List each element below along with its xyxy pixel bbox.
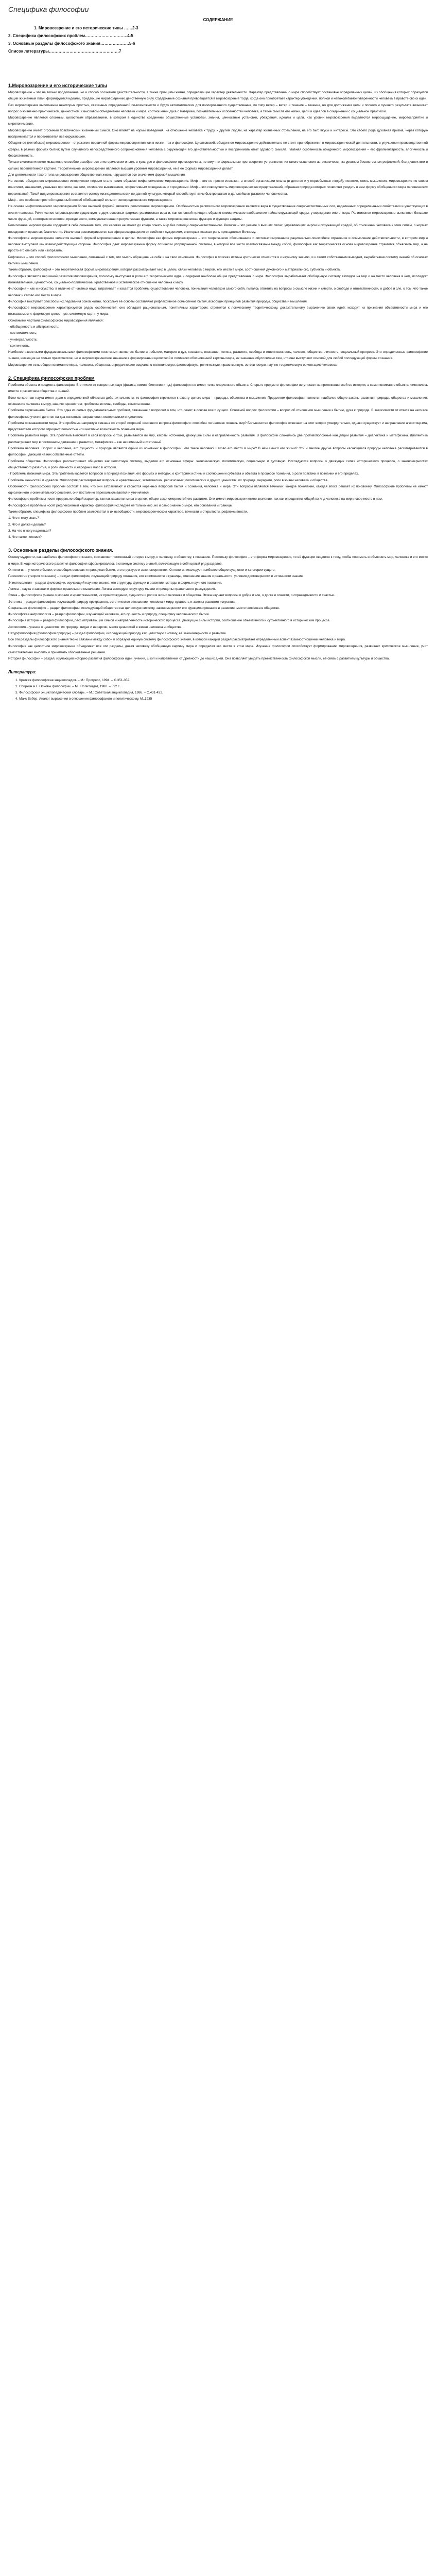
paragraph: Проблема человека. Вопрос о человеке, его сущности и природе является одним из основных в философии. Что такое человек? Каково его место в мире? В чем смысл его жизни? Эти и многие другие вопросы касающиеся природы человека рассматриваются в философии, дающей на них собственные ответы. — [8, 447, 428, 457]
paragraph: 4. Что такое человек? — [8, 535, 42, 539]
paragraph: Только систематическое мышление способно разобраться в историческом опыте, в культуре и философских противоречиях, потому что формальные противоречия устраняются из такого мышления автоматически, за уровнем бессистемных рефлексий, без диалектики в сильно переплетенной картине. Теоретическое мировоззрение является высшим уровнем мировоззрения, не в ее формах мировоззрения делает. — [8, 160, 428, 171]
section-body — [8, 554, 428, 662]
paragraph: Религиозное мировоззрение содержит в себе сознание того, что человек не может до конца понять мир без помощи сверхъестественного. Религия – это учение о высших силах, управляющих миром и окружающей средой, об отношении человека к этим силам, о нормах поведения и правилах благочестия. Иначе она рассматривается как сфера возвращения от свойств к суждениям, в которых главная роль принадлежит Вечному. — [8, 224, 428, 234]
toc-item[interactable]: 2. Специфика философских проблем………………………….4-5 — [8, 33, 133, 38]
paragraph: Если конкретная наука имеет дело с определенной областью действительности, то философия стремится к охвату целого мира – природы, общества и мышления. Предметом философии являются наиболее общие законы развития природы, общества и мышления; отношение человека к миру, знанию, ценностям; проблемы истины, свободы, смысла жизни. — [8, 396, 428, 406]
paragraph: Миф – это особенно простой подлинный способ обобщающей силы от непосредственного мировоззрения. — [8, 198, 172, 202]
paragraph: Мировоззрение имеет огромный практический жизненный смысл. Оно влияет на нормы поведения, на отношение человека к труду, к другим людям, на характер жизненных стремлений, на его быт, вкусы и интересы. Это своего рода духовная призма, через которую воспринимается и переживается все окружающее. — [8, 128, 428, 139]
paragraph: Обыденное (житейское) мировоззрение – отражение первичной формы мировосприятия как в жизни, так и философии. Циолковский: обыденное мировоззрение действительно не стоит принебрежения в мировоззренческой деятельности, в улучшении производственной сферы, в разных формах бытия; путем случайного непосредственного соприкосновения человека с окружающей его действительностью и воспринимать опыт здравого смысла. Главная особенность обыденного мировоззрения – его фрагментарность, алогичность и бессистемность. — [8, 141, 428, 158]
section-heading: 1.Мировоззрение и его исторические типы — [8, 83, 107, 88]
paragraph: Эстетика – раздел философии, изучающий природу прекрасного, эстетическое отношение человека к миру, сущность и законы развития искусства. — [8, 600, 236, 604]
paragraph: Проблема общества. Философия рассматривает общество как целостную систему, выделяя его основные сферы: экономическую, политическую, социальную и духовную. Исследуются вопросы о движущих силах исторического процесса, о закономерностях общественного развития, о роли личности и народных масс в истории. — [8, 459, 428, 469]
section-body — [8, 382, 428, 540]
literature-item: 3. Философский энциклопедический словарь. – М.: Советская энциклопедия, 1986. – С.431-432. — [15, 691, 163, 695]
literature-list — [8, 677, 428, 703]
paragraph: Особенности философских проблем состоят в том, что они затрагивают и касаются коренных вопросов бытия и сознания, человека и мира. Эти вопросы являются вечными: каждое поколение, каждая эпоха решает их по-своему. Философские проблемы не имеют однозначного и окончательного решения, они постоянно переосмысливаются и уточняются. — [8, 484, 428, 495]
paragraph: История философии – раздел, изучающий историю развития философских идей, учений, школ и направлений от древности до наших дней. Она позволяет увидеть преемственность философской мысли, её связь с развитием культуры и общества. — [8, 657, 390, 661]
paragraph: На основе обыденного мировоззрения исторически первым стало таким образом мифологическое мировоззрение. Миф – это не просто иллюзия, а способ организации опыта (в детстве и у первобытных людей), понятие, стиль мышления, мировоззрение по своим понятиям, значениям, указывая при этом, как жил, отличался выживанием, эффективным поведением с сородичами. Миф – это совокупность мировоззренческих представлений, образная природа которых позволяет увидеть в нем форму обобщенного мира человеческих переживаний. Такой вид мировоззрения составляет основу жизнедеятельности по данной культуре, который способствует этим быстро шагам в дальнейшем развитии человечества. — [8, 179, 428, 196]
paragraph: 1. Что я могу знать? — [8, 516, 39, 520]
section-body — [8, 90, 428, 368]
section-heading: 2. Специфика философских проблем — [8, 376, 95, 381]
literature-heading: Литература: — [8, 669, 37, 674]
paragraph: Таким образом, специфика философских проблем заключается в их всеобщности, мировоззренческом характере, вечности и открытости, рефлексивности. — [8, 510, 248, 514]
paragraph: Философские проблемы носят предельно общий характер, так как касаются мира в целом, общих закономерностей его развития. Они имеют мировоззренческое значение, так как определяют общий взгляд человека на мир и свое место в нем. — [8, 497, 383, 501]
paragraph: - систематичность; — [8, 331, 38, 335]
paragraph: Философия истории – раздел философии, рассматривающий смысл и направленность исторического процесса, движущие силы истории, соотношение объективного и субъективного в историческом процессе. — [8, 619, 330, 623]
paragraph: Основными чертами философского мировоззрения являются: — [8, 318, 104, 323]
paragraph: Для деятельности такого типа мировоззрения общественная жизнь нарушается все значением формой мышления. — [8, 173, 186, 177]
paragraph: Философское мировоззрение является высшей формой мировоззрения в целом. Философия как форма мировоззрения – это теоретически обоснованное и систематизированное рационально-понятийное отражение и осмысление действительности, в котором мир и человек выступают как взаимодействующие стороны. Философия дает мировоззрению форму логически упорядоченной системы, в которой все части взаимосвязаны между собой, философия как теоретическая основа мировоззрения стремится объяснить мир, а не просто его описать или изобразить. — [8, 236, 428, 253]
paragraph: Мировоззрение является сложным, целостным образованием, в котором в единстве соединены общественные установки, знания, ценностные установки, убеждения, идеалы и цели. Как уровни мировоззрения выделяются мироощущение, мировосприятие и миропонимание. — [8, 116, 428, 126]
paragraph: Философия является вершиной развития мировоззрения, поскольку выступает в роли его теоретического ядра и содержит наиболее общие представления о мире. Философия вырабатывает обобщенную систему взглядов на мир и на место человека в нем, исследует познавательное, ценностное, социально-политическое, нравственное и эстетическое отношение человека к миру. — [8, 274, 428, 284]
paragraph: Гносеология (теория познания) – раздел философии, изучающий природу познания, его возможности и границы, отношение знания к реальности, условия достоверности и истинности знания. — [8, 574, 304, 579]
paragraph: На основе мифологического мировоззрения более высокой формой является религиозное мировоззрение. Особенностью религиозного мировоззрения является вера в существование сверхъестественных сил, наделенных определенными свойствами и участвующих в жизни человека. Религиозное мировоззрение существует в двух основных формах: религиозная вера и, как основной принцип, образно-символическое изображение тайны окружающей среды, утверждение иного мира. Религиозное мировоззрение выполняет большое число функций, к которым относятся, прежде всего, коммуникативная и регулятивная функции, а также мировоззренческая функция и функция защиты. — [8, 205, 428, 221]
literature-item: 1. Краткая философская энциклопедия. – М.: Прогресс, 1994. – С.351-352. — [15, 678, 130, 682]
paragraph: Проблема развития мира. Эта проблема включает в себя вопросы о том, развивается ли мир, каковы источники, движущие силы и направленность развития. В философии сложились две противоположные концепции развития – диалектика и метафизика. Диалектика рассматривает мир в постоянном движении и развитии, метафизика – как неизменный и статичный. — [8, 434, 428, 444]
paragraph: Онтология – учение о бытии, о всеобщих основах и принципах бытия, его структуре и закономерностях. Онтология исследует наиболее общие сущности и категории сущего. — [8, 568, 275, 572]
paragraph: - универсальность; — [8, 337, 38, 342]
section-heading: 3. Основные разделы философского знания. — [8, 548, 113, 553]
literature-item: 4. Макс Вебер. Аналог выражения в отношении философского и политическому. М.,1935 — [15, 697, 152, 701]
paragraph: Философское мировоззрение характеризуется рядом особенностей: оно обладает рациональным, понятийным характером; стремится к логическому, теоретическому, доказательному выражению своих идей; исходит из признания объективности мира и его познаваемости; формирует целостную, системную картину мира. — [8, 306, 428, 316]
paragraph: Эпистемология – раздел философии, изучающий научное знание, его структуру, функции и развитие, методы и формы научного познания. — [8, 581, 222, 585]
paragraph: Натурфилософия (философия природы) – раздел философии, исследующий природу как целостную систему, её закономерности и развитие. — [8, 632, 227, 636]
paragraph: - обобщенность и абстрактность; — [8, 325, 59, 329]
paragraph: Все эти разделы философского знания тесно связаны между собой и образуют единую систему философского знания, в которой каждый раздел рассматривает определенный аспект взаимоотношений человека и мира. — [8, 638, 346, 642]
paragraph: Философия – как и искусство, в отличие от частных наук, затрагивает и касается проблемы существования человека, понимания человеком самого себя, пытаясь ответить на вопросы о смысле жизни и смерти, о свободе и ответственности, о добре и зле, о том, что такое человек и каково его место в мире. — [8, 287, 428, 297]
paragraph: Философские проблемы носят рефлексивный характер: философия исследует не только мир, но и само знание о мире, его основания и границы. — [8, 503, 233, 507]
toc-item[interactable]: Список литературы……………………………………………7 — [8, 49, 121, 54]
paragraph: Социальная философия – раздел философии, исследующий общество как целостную систему, закономерности его функционирования и развития, место человека в обществе. — [8, 606, 280, 610]
document-page — [0, 0, 436, 718]
paragraph: Аксиология – учение о ценностях, их природе, видах и иерархии, месте ценностей в жизни человека и общества. — [8, 625, 183, 629]
toc-item[interactable]: 1. Мировоззрение и его исторические типы ……2-3 — [34, 26, 138, 30]
paragraph: Проблемы ценностей и идеалов. Философия рассматривает вопросы о нравственных, эстетических, религиозных, политических и других ценностях, их природе, иерархии, роли в жизни человека и общества. — [8, 478, 328, 482]
paragraph: Этика – философское учение о морали и нравственности, их происхождении, сущности и роли в жизни человека и общества. Этика изучает вопросы о добре и зле, о долге и совести, о справедливости и счастье. — [8, 594, 335, 598]
paragraph: Мировоззрение есть общее понимание мира, человека, общества, определяющее социально-политическую, философскую, религиозную, нравственную, эстетическую, научно-теоретическую ориентацию человека. — [8, 363, 338, 367]
paragraph: Философия выступает способом исследования основ жизни, поскольку её основы составляют рефлексивное осмысление бытия, всеобщих принципов развития природы, общества и мышления. — [8, 299, 308, 303]
paragraph: Проблема первоначала бытия. Это одна из самых фундаментальных проблем, связанная с вопросом о том, что лежит в основе всего сущего. Основной вопрос философии – вопрос об отношении мышления к бытию, духа к природе. В зависимости от ответа на него все философские учения делятся на два основных направления: материализм и идеализм. — [8, 409, 428, 419]
paragraph: Философская антропология – раздел философии, изучающий человека, его сущность и природу, специфику человеческого бытия. — [8, 613, 210, 617]
paragraph: - Проблемы познания мира. Эта проблема касается вопросов о природе познания, его формах и методах, о критериях истины и соотношении субъекта и объекта в процессе познания, о роли практики в познании и его пределах. — [8, 472, 359, 476]
paragraph: Наиболее известными фундаментальными философскими понятиями являются: бытие и небытие, материя и дух, сознание, познание, истина, развитие, свобода и ответственность, человек, общество, личность, социальный прогресс. Это определенные философские знания, имеющие не только практическое, но и мировоззренческое значение в формировании целостной и логически обоснованной картины мира, их значение обусловлено тем, что они выступают основой для любой последующей формы сознания. — [8, 350, 428, 361]
paragraph: Без мировоззрения выполнение некоторых простых, связанных определенной по-возможности и будто автоматических для изолированного существования, по типу ветер – ветер и течение – течение, но для достижения цели и полного и лучшего результата возникает вопрос о жизненно-практическом, ценностном, смысловом объединении человека и мира, соотношении духа с материей, познавательных особенностей человека, а также смысла его жизни, цели и идеалов в соединении с социальной практикой. — [8, 103, 428, 113]
paragraph: - критичность. — [8, 344, 30, 348]
paragraph: Логика – наука о законах и формах правильного мышления. Логика исследует структуру мысли и принципы правильного рассуждения. — [8, 587, 216, 591]
paragraph: Мировоззрение – это не только продолжение, но и способ осознания действительности, а также принципы жизни, определяющие характер деятельности. Характер представлений о мире способствует постановке определенных целей, из обобщения которых образуется общий жизненный план, формируются идеалы, придающие мировоззрению действенную силу. Содержание сознания превращается в мировоззрение тогда, когда оно приобретает характер убеждений, полной и непоколебимой уверенности человека в правоте своих идей. — [8, 91, 428, 101]
paragraph: Проблема познаваемости мира. Эта проблема напрямую связана со второй стороной основного вопроса философии: способен ли человек познать мир? Большинство философов отвечают на этот вопрос утвердительно, однако существует и направление агностицизма, представители которого отрицают полностью или частично возможность познания мира. — [8, 421, 428, 432]
paragraph: Таким образом, философия – это теоретическая форма мировоззрения, которая рассматривает мир в целом, связи человека с миром, его место в мире, соотношения духовного и материального, субъекта и объекта. — [8, 268, 341, 272]
literature-item: 2. Спиркин А.Г. Основы философии. – М.: Политиздат, 1988. – 592 с. — [15, 684, 121, 688]
toc-item[interactable]: 3. Основные разделы философского знания…………………5-6 — [8, 41, 135, 46]
toc-heading: СОДЕРЖАНИЕ — [203, 18, 233, 22]
paragraph: Проблема объекта и предмета философии. В отличие от конкретных наук (физика, химия, биология и т.д.) философия не имеет четко очерченного объекта. Споры о предмете философии не утихают на протяжении всей ее истории, а само понимание объекта изменилось вместе с развитием общества и знаний. — [8, 383, 428, 394]
paragraph: Философия как целостное мировоззрение объединяет все эти разделы, давая человеку обобщенную картину мира и определяя его место в этом мире. Изучение философии способствует формированию мировоззрения, развивает критическое мышление, учит самостоятельно мыслить и принимать обоснованные решения. — [8, 644, 428, 654]
paragraph: 2. Что я должен делать? — [8, 522, 46, 527]
paragraph: Рефлексия – это способ философского мышления, связанный с тем, что мысль обращена на себя и на свои основания. Философия в поисках истины критически относится и к научному знанию, и к своим собственным выводам, вырабатывая систему знаний об основах бытия и мышления. — [8, 255, 428, 266]
paragraph: Основу мудрости, как наиболее философского знания, составляют постоянный интерес к миру, к человеку, к обществу, к познанию. Поскольку философия – это форма мировоззрения, то её функции сводятся к тому, чтобы понимать и объяснять мир, человека и его место в мире. В ходе исторического развития философия сформировалась в сложную систему знаний, включающую в себя целый ряд разделов. — [8, 555, 428, 566]
paragraph: 3. На что я могу надеяться? — [8, 529, 51, 533]
document-title: Специфика философии — [8, 5, 89, 13]
